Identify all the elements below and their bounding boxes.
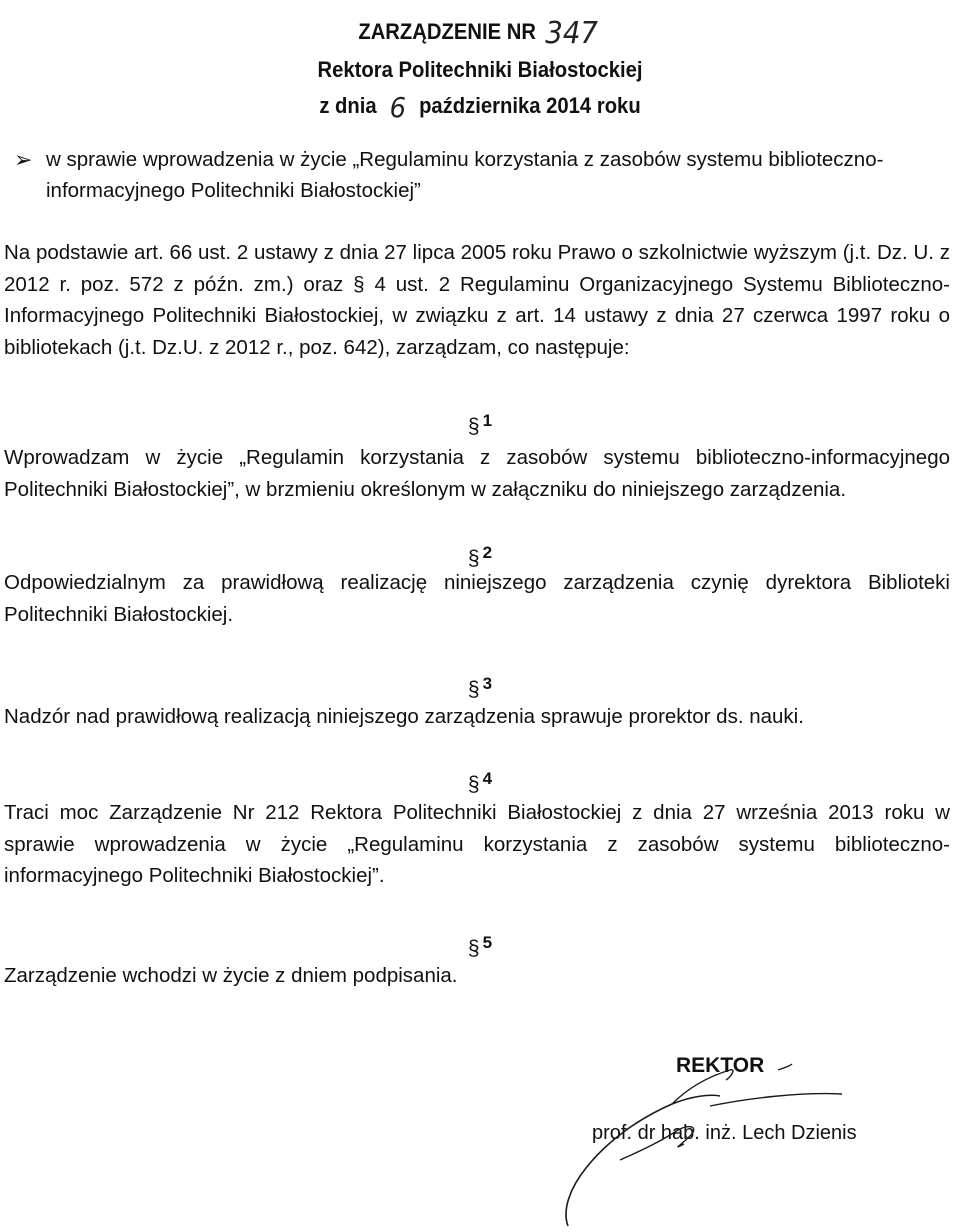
section-4-text: Traci moc Zarządzenie Nr 212 Rektora Politechniki Białostockiej z dnia 27 września 2013 roku w sprawie wprowadzenia w życie „Regulaminu korzystania z zasobów systemu biblioteczno-informacyjnego Politechniki Białostockiej”. <box>4 801 950 887</box>
section-5-text: Zarządzenie wchodzi w życie z dniem podpisania. <box>4 964 458 987</box>
handwritten-day: 6 <box>389 91 407 124</box>
section-1-text: Wprowadzam w życie „Regulamin korzystania z zasobów systemu biblioteczno-informacyjnego Politechniki Białostockiej”, w brzmieniu określonym w załączniku do niniejszego zarządzenia. <box>4 446 950 501</box>
section-symbol: § <box>467 678 480 701</box>
section-heading-1 <box>0 408 960 440</box>
section-number: 3 <box>482 674 493 693</box>
signer-name: prof. dr hab. inż. Lech Dzienis <box>592 1122 857 1144</box>
section-number: 2 <box>482 543 493 562</box>
arrow-bullet-icon: ➢ <box>14 147 33 172</box>
header-line-1 <box>38 14 921 52</box>
section-number: 4 <box>482 769 493 788</box>
section-symbol: § <box>467 547 480 570</box>
header-line-3 <box>38 88 921 126</box>
subject-block <box>14 144 944 206</box>
header-date-prefix: z dnia <box>319 93 377 118</box>
signature-title: REKTOR <box>676 1054 765 1077</box>
header-date-suffix: października 2014 roku <box>419 93 641 118</box>
handwritten-number: 347 <box>545 16 598 51</box>
header-title: ZARZĄDZENIE NR <box>358 19 536 44</box>
section-symbol: § <box>467 773 480 796</box>
section-3-text: Nadzór nad prawidłową realizacją niniejszego zarządzenia sprawuje prorektor ds. nauki. <box>4 705 804 728</box>
section-symbol: § <box>467 937 480 960</box>
section-2-text: Odpowiedzialnym za prawidłową realizację niniejszego zarządzenia czynię dyrektora Biblioteki Politechniki Białostockiej. <box>4 571 950 626</box>
document-header <box>38 14 921 126</box>
section-symbol: § <box>467 415 480 438</box>
section-heading-3 <box>0 671 960 703</box>
section-heading-4 <box>0 766 960 798</box>
section-number: 5 <box>482 933 493 952</box>
handwritten-signature <box>560 1060 860 1232</box>
section-heading-5 <box>0 930 960 962</box>
subject-text: w sprawie wprowadzenia w życie „Regulaminu korzystania z zasobów systemu biblioteczno-informacyjnego Politechniki Białostockiej” <box>46 148 884 202</box>
header-line-2: Rektora Politechniki Białostockiej <box>317 57 643 82</box>
section-number: 1 <box>482 411 493 430</box>
preamble-paragraph: Na podstawie art. 66 ust. 2 ustawy z dnia 27 lipca 2005 roku Prawo o szkolnictwie wyższym (j.t. Dz. U. z 2012 r. poz. 572 z późn. zm.) oraz § 4 ust. 2 Regulaminu Organizacyjnego Systemu Biblioteczno-Informacyjnego Politechniki Białostockiej, w związku z art. 14 ustawy z dnia 27 czerwca 1997 roku o bibliotekach (j.t. Dz.U. z 2012 r., poz. 642), zarządzam, co następuje: <box>4 241 950 359</box>
